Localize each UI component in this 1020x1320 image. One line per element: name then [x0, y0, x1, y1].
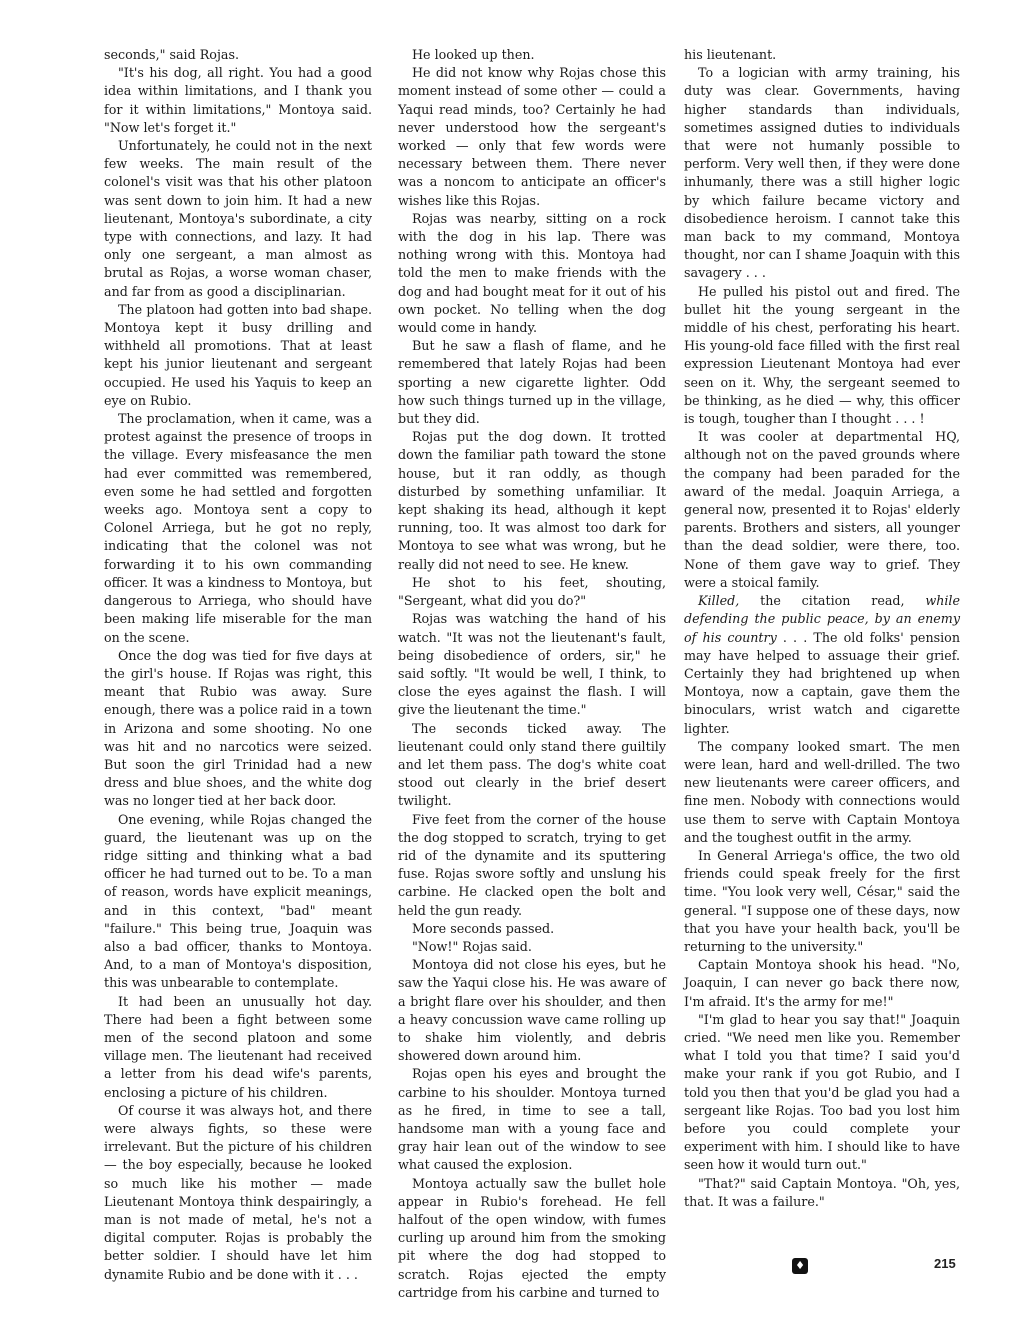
paragraph: Rojas was watching the hand of his watch. "It was not the lieutenant's fault, being disobedience of orders, sir," he said softly. "It would be well, I think, to close the eyes against the flash. I will give the lieutenant the time." — [398, 611, 666, 718]
paragraph: Captain Montoya shook his head. "No, Joaquin, I can never go back there now, I'm afraid. It's the army for me!" — [684, 957, 960, 1009]
paragraph: He did not know why Rojas chose this moment instead of some other — could a Yaqui read minds, too? Certainly he had never understood how the sergeant's worked — only that few words were necessary between them. There never was a noncom to anticipate an officer's wishes like this Rojas. — [398, 65, 666, 208]
paragraph: He looked up then. — [411, 47, 535, 62]
paragraph: Unfortunately, he could not in the next few weeks. The main result of the colonel's visit was that his other platoon was sent down to join him. It had a new lieutenant, Montoya's subordinate, a city type with connections, and lazy. It had only one sergeant, a man almost as brutal as Rojas, a worse woman chaser, and far from as good a disciplinarian. — [104, 138, 372, 299]
rabbit-head-logo-icon: ♦ — [792, 1258, 808, 1274]
text-column-2 — [398, 46, 666, 1302]
citation-paragraph: Killed, the citation read, while defending the public peace, by an enemy of his country . . . The old folks' pension may have helped to assuage their grief. Certainly they had brightened up when Montoya, now a captain, gave them the binoculars, wrist watch and cigarette lighter. — [684, 593, 960, 736]
paragraph: To a logician with army training, his duty was clear. Governments, having higher standards than individuals, sometimes assigned duties to individuals that were not humanly possible to perform. Very well then, if they were done inhumanly, there was a still higher logic by which failure became victory and disobedience heroism. I cannot take this man back to my command, Montoya thought, nor can I shame Joaquin with this savagery . . . — [684, 65, 960, 281]
paragraph: Rojas open his eyes and brought the carbine to his shoulder. Montoya turned as he fired, in time to see a tall, handsome man with a young face and gray hair lean out of the window to see what caused the explosion. — [398, 1066, 666, 1173]
paragraph: The platoon had gotten into bad shape. Montoya kept it busy drilling and withheld all promotions. That at least kept his junior lieutenant and sergeant occupied. He used his Yaquis to keep an eye on Rubio. — [104, 301, 372, 408]
text-column-1 — [104, 46, 372, 1284]
paragraph: Rojas was nearby, sitting on a rock with the dog in his lap. There was nothing wrong with this. Montoya had told the men to make friends with the dog and had bought meat for it out of his own pocket. No telling when the dog would come in handy. — [398, 210, 666, 336]
paragraph: Rojas put the dog down. It trotted down the familiar path toward the stone house, but it ran oddly, as though disturbed by something unfamiliar. It kept shaking its head, although it kept running, too. It was almost too dark for Montoya to see what was wrong, but he really did not need to see. He knew. — [398, 429, 666, 572]
page-number: 215 — [934, 1256, 956, 1271]
paragraph: He shot to his feet, shouting, "Sergeant, what did you do?" — [398, 574, 666, 609]
paragraph: "That?" said Captain Montoya. "Oh, yes, that. It was a failure." — [684, 1175, 960, 1209]
paragraph: In General Arriega's office, the two old friends could speak freely for the first time. "You look very well, César," said the general. "I suppose one of these days, now that you have your health back, you'll be returning to the university." — [684, 847, 960, 954]
paragraph: "Now!" Rojas said. — [411, 938, 532, 954]
paragraph: One evening, while Rojas changed the guard, the lieutenant was up on the ridge sitting and thinking what a bad officer he had turned out to be. To a man of reason, words have explicit meanings, and in this context, "bad" meant "failure." This being true, Joaquin was also a bad officer, thanks to Montoya. And, to a man of Montoya's disposition, this was unbearable to contemplate. — [104, 811, 372, 991]
paragraph: Montoya did not close his eyes, but he saw the Yaqui close his. He was aware of a bright flare over his shoulder, and then a heavy concussion wave came rolling up to shake him violently, and debris showered down around him. — [398, 957, 666, 1064]
paragraph: The proclamation, when it came, was a protest against the presence of troops in the village. Every misfeasance the men had ever committed was remembered, even some he had settled and forgotten weeks ago. Montoya sent a copy to Colonel Arriega, but he got no reply, indicating that the colonel was not forwarding it to his own commanding officer. It was a kindness to Montoya, but dangerous to Arriega, who should have been making life miserable for the man on the scene. — [104, 411, 372, 645]
paragraph: Montoya actually saw the bullet hole appear in Rubio's forehead. He fell halfout of the open window, with fumes curling up around him from the smoking pit where the dog had stopped to scratch. Rojas ejected the empty cartridge from his carbine and turned to — [398, 1175, 666, 1300]
text-column-3 — [684, 46, 960, 1211]
paragraph: "I'm glad to hear you say that!" Joaquin cried. "We need men like you. Remember what I told you that time? I said you'd make your rank if you got Rubio, and I told you then that you'd be glad you had a sergeant like Rojas. Too bad you lost him before you could complete your experiment with him. I should like to have seen how it would turn out." — [684, 1011, 960, 1173]
paragraph: his lieutenant. — [684, 47, 777, 62]
paragraph: More seconds passed. — [411, 920, 555, 936]
paragraph: Five feet from the corner of the house the dog stopped to scratch, trying to get rid of the dynamite and its sputtering fuse. Rojas swore softly and unslung his carbine. He clacked open the bolt and held the gun ready. — [398, 811, 666, 918]
paragraph: It had been an unusually hot day. There had been a fight between some men of the second platoon and some village men. The lieutenant had received a letter from his dead wife's parents, enclosing a picture of his children. — [104, 993, 372, 1100]
paragraph: Once the dog was tied for five days at the girl's house. If Rojas was right, this meant that Rubio was away. Sure enough, there was a police raid in a town in Arizona and some shooting. No one was hit and no narcotics were seized. But soon the girl Trinidad had a new dress and blue shoes, and the white dog was no longer tied at her back door. — [104, 647, 372, 809]
paragraph: "It's his dog, all right. You had a good idea within limitations, and I thank you for it within limitations," Montoya said. "Now let's forget it." — [104, 65, 372, 135]
paragraph: seconds," said Rojas. — [104, 47, 239, 62]
paragraph: The company looked smart. The men were lean, hard and well-drilled. The two new lieutenants were career officers, and fine men. Nobody with connections would use them to serve with Captain Montoya and the toughest outfit in the army. — [684, 738, 960, 845]
paragraph: He pulled his pistol out and fired. The bullet hit the young sergeant in the middle of his chest, perforating his heart. His young-old face filled with the first real expression Lieutenant Montoya had ever seen on it. Why, the sergeant seemed to be thinking, as he died — why, this officer is tough, tougher than I thought . . . ! — [684, 283, 960, 427]
paragraph: The seconds ticked away. The lieutenant could only stand there guiltily and let them pass. The dog's white coat stood out clearly in the brief desert twilight. — [398, 720, 666, 809]
paragraph: But he saw a flash of flame, and he remembered that lately Rojas had been sporting a new cigarette lighter. Odd how such things turned up in the village, but they did. — [398, 338, 666, 427]
paragraph: It was cooler at departmental HQ, although not on the paved grounds where the company had been paraded for the award of the medal. Joaquin Arriega, a general now, presented it to Rojas' elderly parents. Brothers and sisters, all younger than the dead soldier, were there, too. None of them gave way to grief. They were a stoical family. — [684, 429, 960, 590]
paragraph: Of course it was always hot, and there were always fights, so these were irrelevant. But the picture of his children — the boy especially, because he looked so much like his mother — made Lieutenant Montoya think despairingly, a man is not made of metal, he's not a digital computer. Rojas is probably the better soldier. I should have let him dynamite Rubio and be done with it . . . — [104, 1102, 372, 1282]
